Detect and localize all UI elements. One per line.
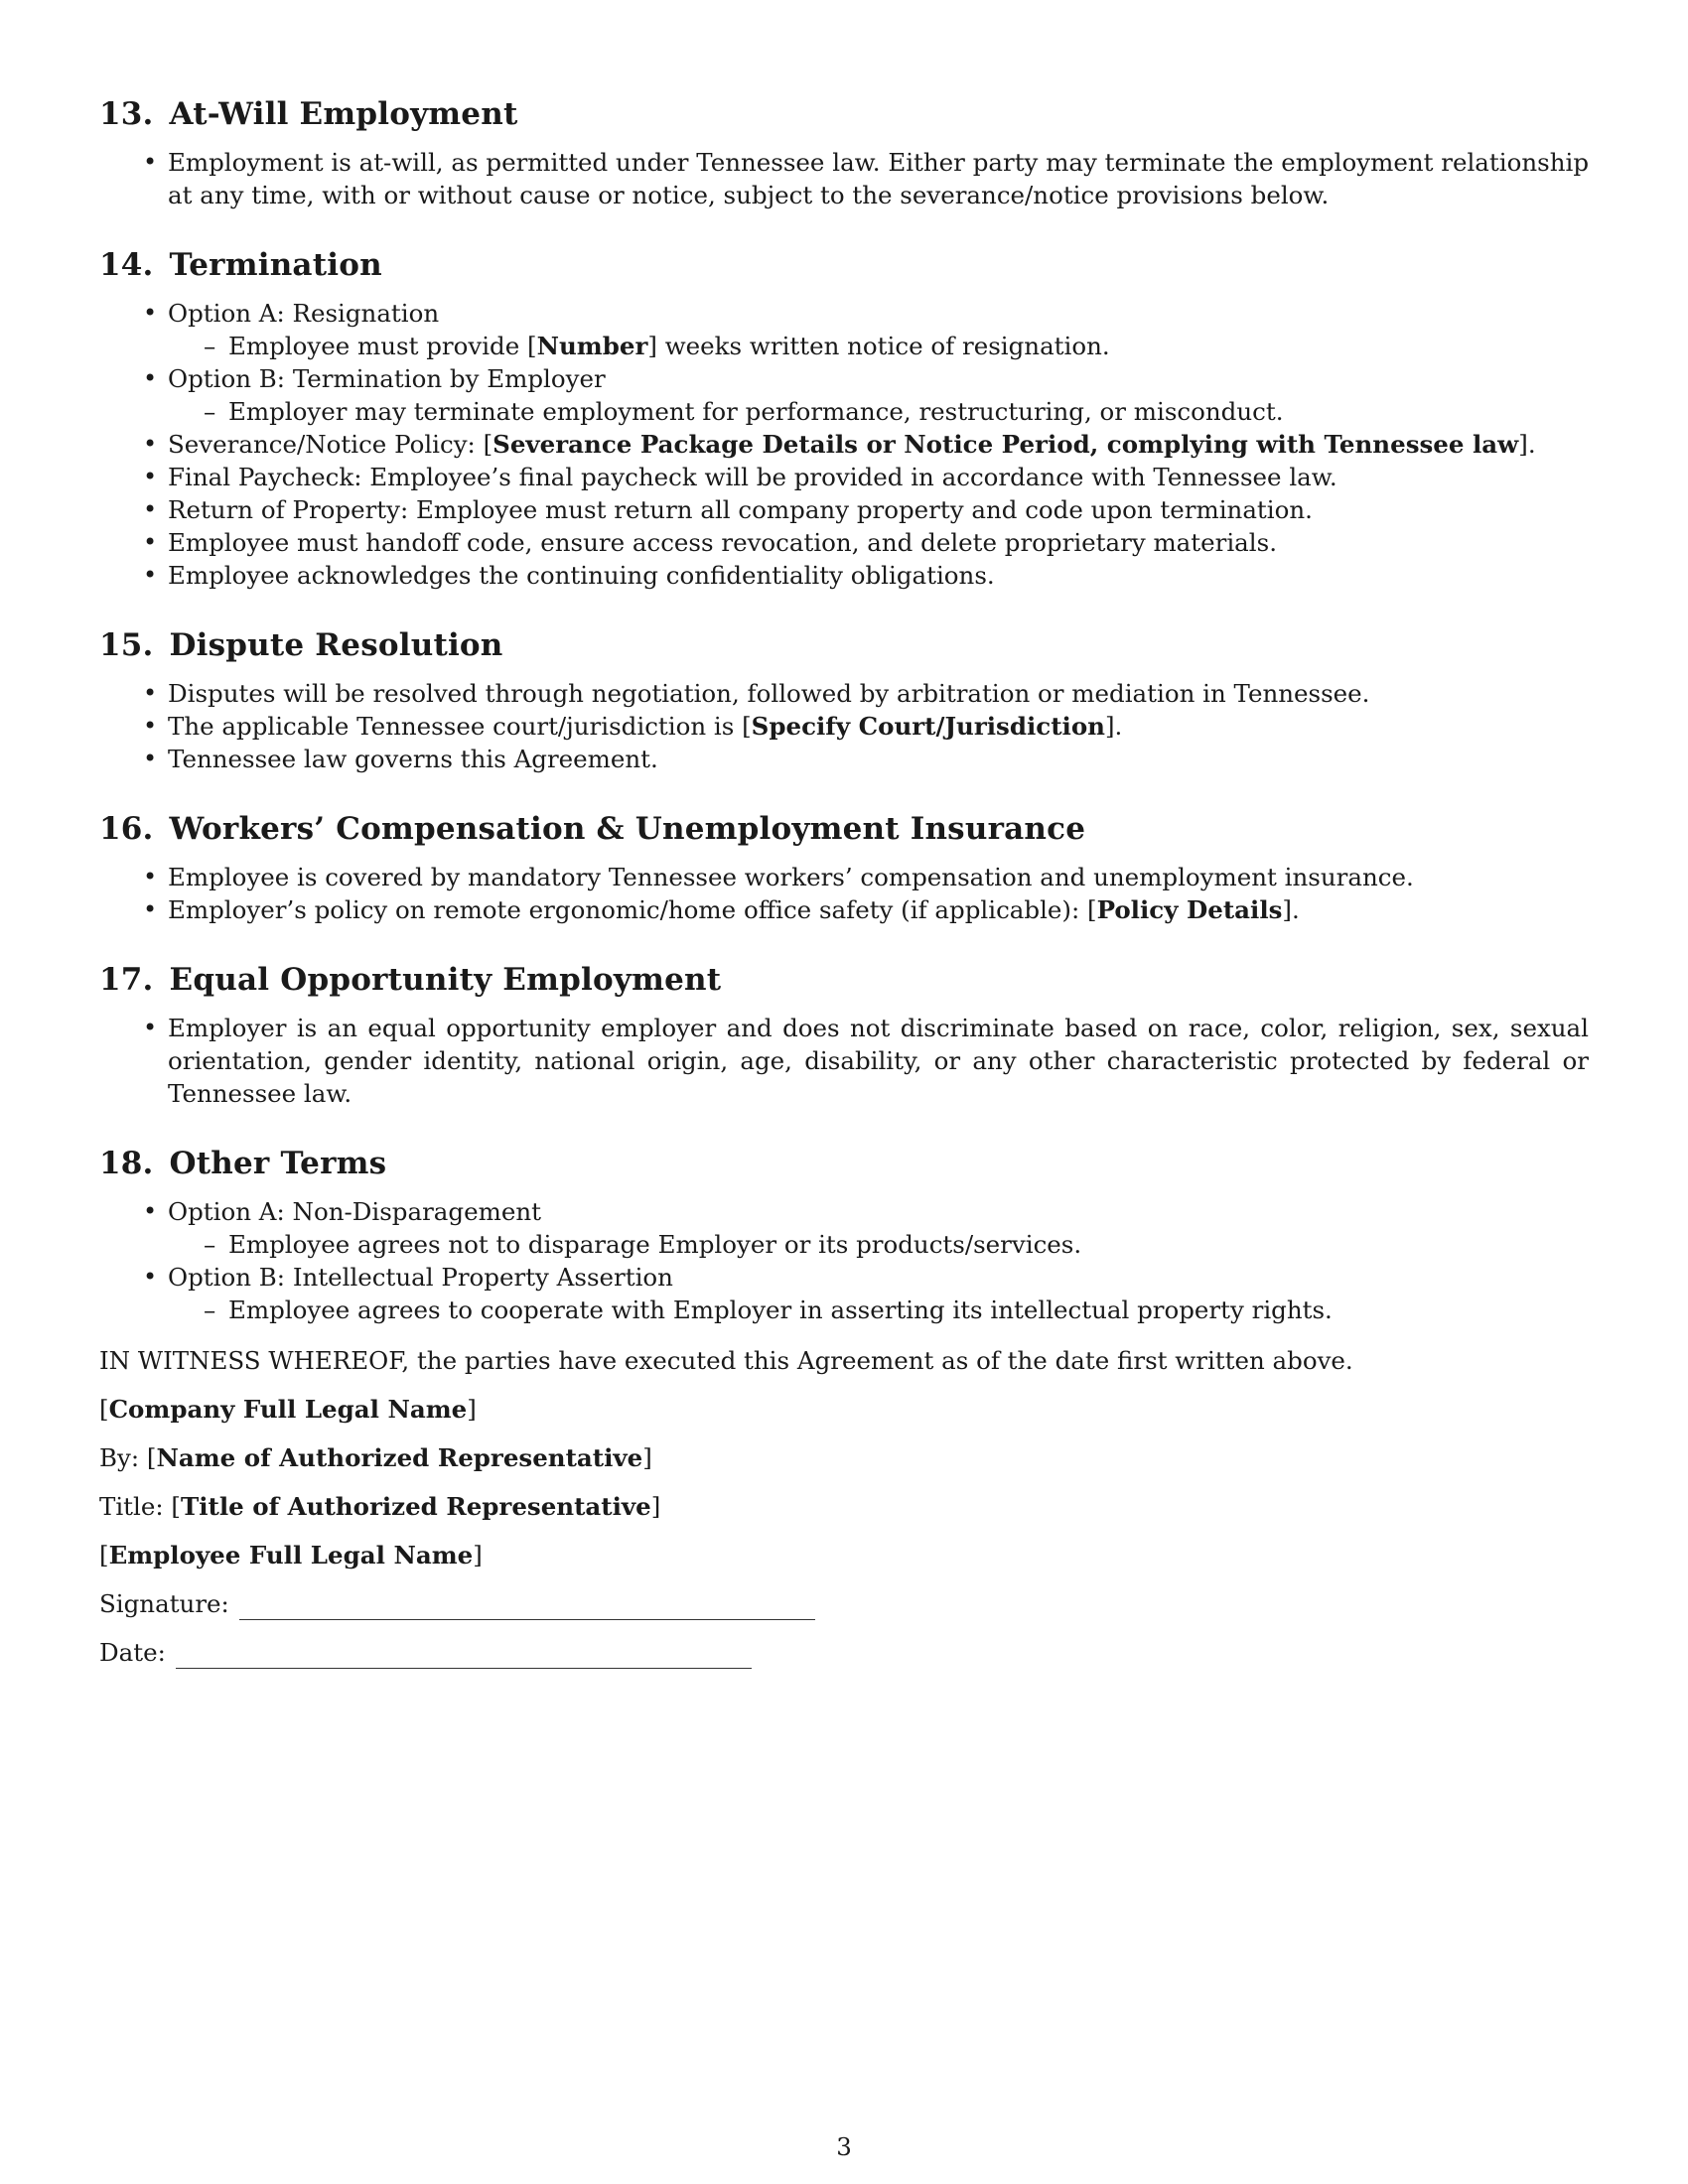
- text-fragment: ].: [1105, 712, 1123, 741]
- signature-label: Signature:: [99, 1589, 229, 1618]
- bracket: ]: [650, 1492, 661, 1521]
- text-fragment: ] weeks written notice of resignation.: [647, 332, 1110, 360]
- list-item: • Disputes will be resolved through negotiation, followed by arbitration or mediation in Tennessee.: [99, 677, 1589, 710]
- list-item-text: Employment is at-will, as permitted under Tennessee law. Either party may terminate the employment relationship at any time, with or without cause or notice, subject to the severance/notice provisions below.: [168, 148, 1589, 209]
- list-item: • Employer is an equal opportunity employer and does not discriminate based on race, color, religion, sex, sexual orientation, gender identity, national origin, age, disability, or any other characteristic protected by federal or Tennessee law.: [99, 1012, 1589, 1110]
- section-16: [99, 809, 1589, 926]
- section-title: Termination: [169, 247, 382, 283]
- list-item: • Tennessee law governs this Agreement.: [99, 743, 1589, 775]
- section-title: Dispute Resolution: [169, 627, 503, 663]
- text-fragment: Employee must provide [: [228, 332, 537, 360]
- placeholder-field: Name of Authorized Representative: [156, 1443, 643, 1472]
- by-line: [99, 1441, 1589, 1474]
- section-17: [99, 960, 1589, 1110]
- bullet-list: [99, 146, 1589, 211]
- section-title: Other Terms: [169, 1146, 387, 1181]
- placeholder-field: Employee Full Legal Name: [108, 1541, 474, 1570]
- text-fragment: Severance/Notice Policy: [: [168, 430, 493, 459]
- list-item-text: Option A: Resignation: [168, 299, 440, 328]
- section-number: 16.: [99, 811, 154, 847]
- section-heading: [99, 94, 1589, 134]
- bullet-list: [99, 861, 1589, 926]
- list-item: [99, 1195, 1589, 1261]
- bracket: [: [171, 1492, 181, 1521]
- section-number: 18.: [99, 1146, 154, 1181]
- placeholder-field: Severance Package Details or Notice Period, complying with Tennessee law: [492, 430, 1519, 459]
- title-label: Title:: [99, 1492, 172, 1521]
- bracket: ]: [473, 1541, 483, 1570]
- sub-list-item: – Employee agrees to cooperate with Employer in asserting its intellectual property rights.: [168, 1294, 1589, 1326]
- company-name-line: [99, 1393, 1589, 1426]
- list-item: • Employee must handoff code, ensure access revocation, and delete proprietary materials.: [99, 526, 1589, 559]
- section-14: [99, 245, 1589, 592]
- list-item: [99, 1261, 1589, 1326]
- bullet-list: [99, 677, 1589, 775]
- page-number: 3: [836, 2132, 852, 2161]
- section-title: At-Will Employment: [169, 96, 518, 132]
- list-item-text: Option A: Non-Disparagement: [168, 1197, 541, 1226]
- list-item-text: Option B: Intellectual Property Assertion: [168, 1263, 673, 1292]
- section-heading: [99, 960, 1589, 1000]
- sub-list-item: [168, 330, 1589, 362]
- section-heading: [99, 625, 1589, 665]
- placeholder-field: Policy Details: [1096, 895, 1283, 924]
- section-heading: [99, 1144, 1589, 1183]
- placeholder-field: Number: [536, 332, 648, 360]
- employee-name-line: [99, 1539, 1589, 1571]
- signature-line: [99, 1587, 1589, 1620]
- date-field[interactable]: [176, 1642, 752, 1669]
- list-item: • Return of Property: Employee must return all company property and code upon termination.: [99, 493, 1589, 526]
- placeholder-field: Company Full Legal Name: [108, 1395, 468, 1424]
- list-item: [99, 428, 1589, 461]
- section-number: 13.: [99, 96, 154, 132]
- text-fragment: The applicable Tennessee court/jurisdiction is [: [168, 712, 752, 741]
- section-15: [99, 625, 1589, 775]
- signature-block: [99, 1344, 1589, 1669]
- bullet-list: [99, 1195, 1589, 1326]
- date-line: [99, 1636, 1589, 1669]
- bullet-list: [99, 1012, 1589, 1110]
- list-item: • Employee acknowledges the continuing confidentiality obligations.: [99, 559, 1589, 592]
- sub-list: [168, 1294, 1589, 1326]
- sub-list-item: – Employee agrees not to disparage Employer or its products/services.: [168, 1228, 1589, 1261]
- date-label: Date:: [99, 1638, 166, 1667]
- bracket: [: [146, 1443, 157, 1472]
- signature-field[interactable]: [239, 1593, 815, 1620]
- list-item: • Final Paycheck: Employee’s final paycheck will be provided in accordance with Tennessee law.: [99, 461, 1589, 493]
- bullet-list: [99, 297, 1589, 592]
- document-page: [99, 94, 1589, 1685]
- sub-list: [168, 395, 1589, 428]
- list-item: [99, 362, 1589, 428]
- section-heading: [99, 245, 1589, 285]
- list-item: [99, 710, 1589, 743]
- section-13: [99, 94, 1589, 211]
- text-fragment: ].: [1282, 895, 1300, 924]
- placeholder-field: Specify Court/Jurisdiction: [751, 712, 1105, 741]
- list-item: [99, 146, 1589, 211]
- text-fragment: Employer’s policy on remote ergonomic/home office safety (if applicable): [: [168, 895, 1097, 924]
- section-number: 14.: [99, 247, 154, 283]
- sub-list: [168, 330, 1589, 362]
- bracket: [: [99, 1541, 109, 1570]
- section-title: Workers’ Compensation & Unemployment Insurance: [169, 811, 1086, 847]
- witness-clause: IN WITNESS WHEREOF, the parties have executed this Agreement as of the date first written above.: [99, 1346, 1353, 1375]
- bracket: ]: [642, 1443, 652, 1472]
- section-heading: [99, 809, 1589, 849]
- list-item-text: Option B: Termination by Employer: [168, 364, 606, 393]
- list-item: [99, 297, 1589, 362]
- title-line: [99, 1490, 1589, 1523]
- sub-list: [168, 1228, 1589, 1261]
- bracket: [: [99, 1395, 109, 1424]
- list-item: [99, 893, 1589, 926]
- section-number: 15.: [99, 627, 154, 663]
- placeholder-field: Title of Authorized Representative: [180, 1492, 651, 1521]
- list-item: • Employee is covered by mandatory Tennessee workers’ compensation and unemployment insurance.: [99, 861, 1589, 893]
- section-number: 17.: [99, 962, 154, 998]
- sub-list-item: – Employer may terminate employment for performance, restructuring, or misconduct.: [168, 395, 1589, 428]
- section-title: Equal Opportunity Employment: [169, 962, 722, 998]
- by-label: By:: [99, 1443, 147, 1472]
- bracket: ]: [467, 1395, 477, 1424]
- section-18: [99, 1144, 1589, 1326]
- text-fragment: ].: [1518, 430, 1536, 459]
